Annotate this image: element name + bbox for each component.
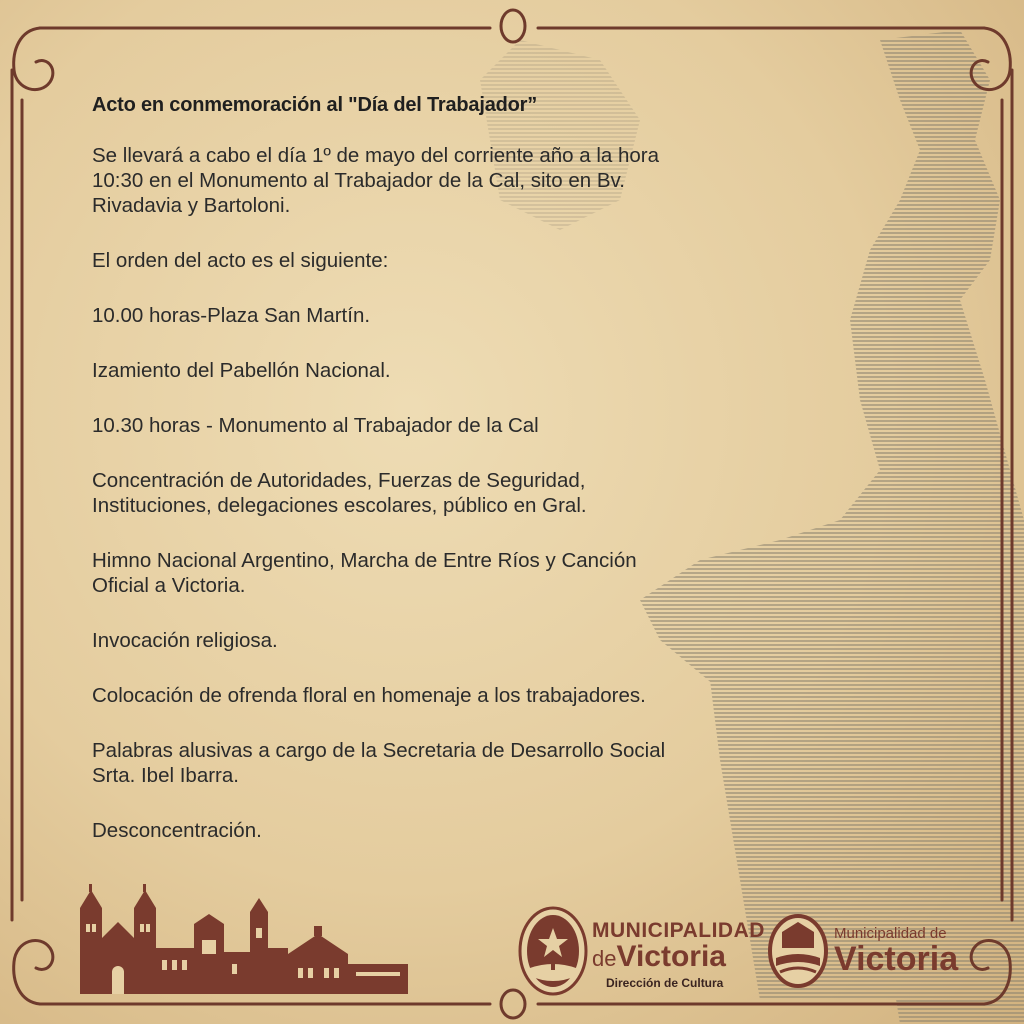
logo1-victoria [592,942,765,974]
paragraph-intro: Se llevará a cabo el día 1º de mayo del corriente año a la hora 10:30 en el Monumento al Trabajador de la Cal, sito en Bv. Rivadavia y Bartoloni. [92,144,660,217]
paragraph-speech: Palabras alusivas a cargo de la Secretaria de Desarrollo Social Srta. Ibel Ibarra. [92,739,666,787]
logo2-victoria: Victoria [834,940,959,978]
logo1-de: de [592,946,617,971]
paragraph-monument: 10.30 horas - Monumento al Trabajador de la Cal [92,414,539,437]
logo-municipalidad [834,926,958,976]
paragraph-invocation: Invocación religiosa. [92,629,278,652]
paragraph-flag-raising: Izamiento del Pabellón Nacional. [92,359,391,382]
paragraph-concentration: Concentración de Autoridades, Fuerzas de Seguridad, Instituciones, delegaciones escolares, público en Gral. [92,469,587,517]
logo-municipalidad-cultura [592,920,765,990]
star-seal-icon [518,906,588,996]
logo2-municipalidad-de: Municipalidad de [834,925,947,942]
paragraph-plaza: 10.00 horas-Plaza San Martín. [92,304,371,327]
logo1-municipalidad: MUNICIPALIDAD [592,919,765,942]
logo1-direccion-cultura: Dirección de Cultura [606,976,724,990]
paragraph-anthems: Himno Nacional Argentino, Marcha de Entre Ríos y Canción Oficial a Victoria. [92,549,637,597]
paragraph-order-heading: El orden del acto es el siguiente: [92,249,389,272]
church-skyline-icon [76,884,412,996]
announcement-title: Acto en conmemoración al "Día del Trabajador” [92,94,538,116]
town-seal-icon [768,914,828,988]
logo1-name: Victoria [616,940,726,973]
announcement-content [92,94,792,873]
paragraph-closing: Desconcentración. [92,819,262,842]
paragraph-floral-offering: Colocación de ofrenda floral en homenaje a los trabajadores. [92,684,646,707]
